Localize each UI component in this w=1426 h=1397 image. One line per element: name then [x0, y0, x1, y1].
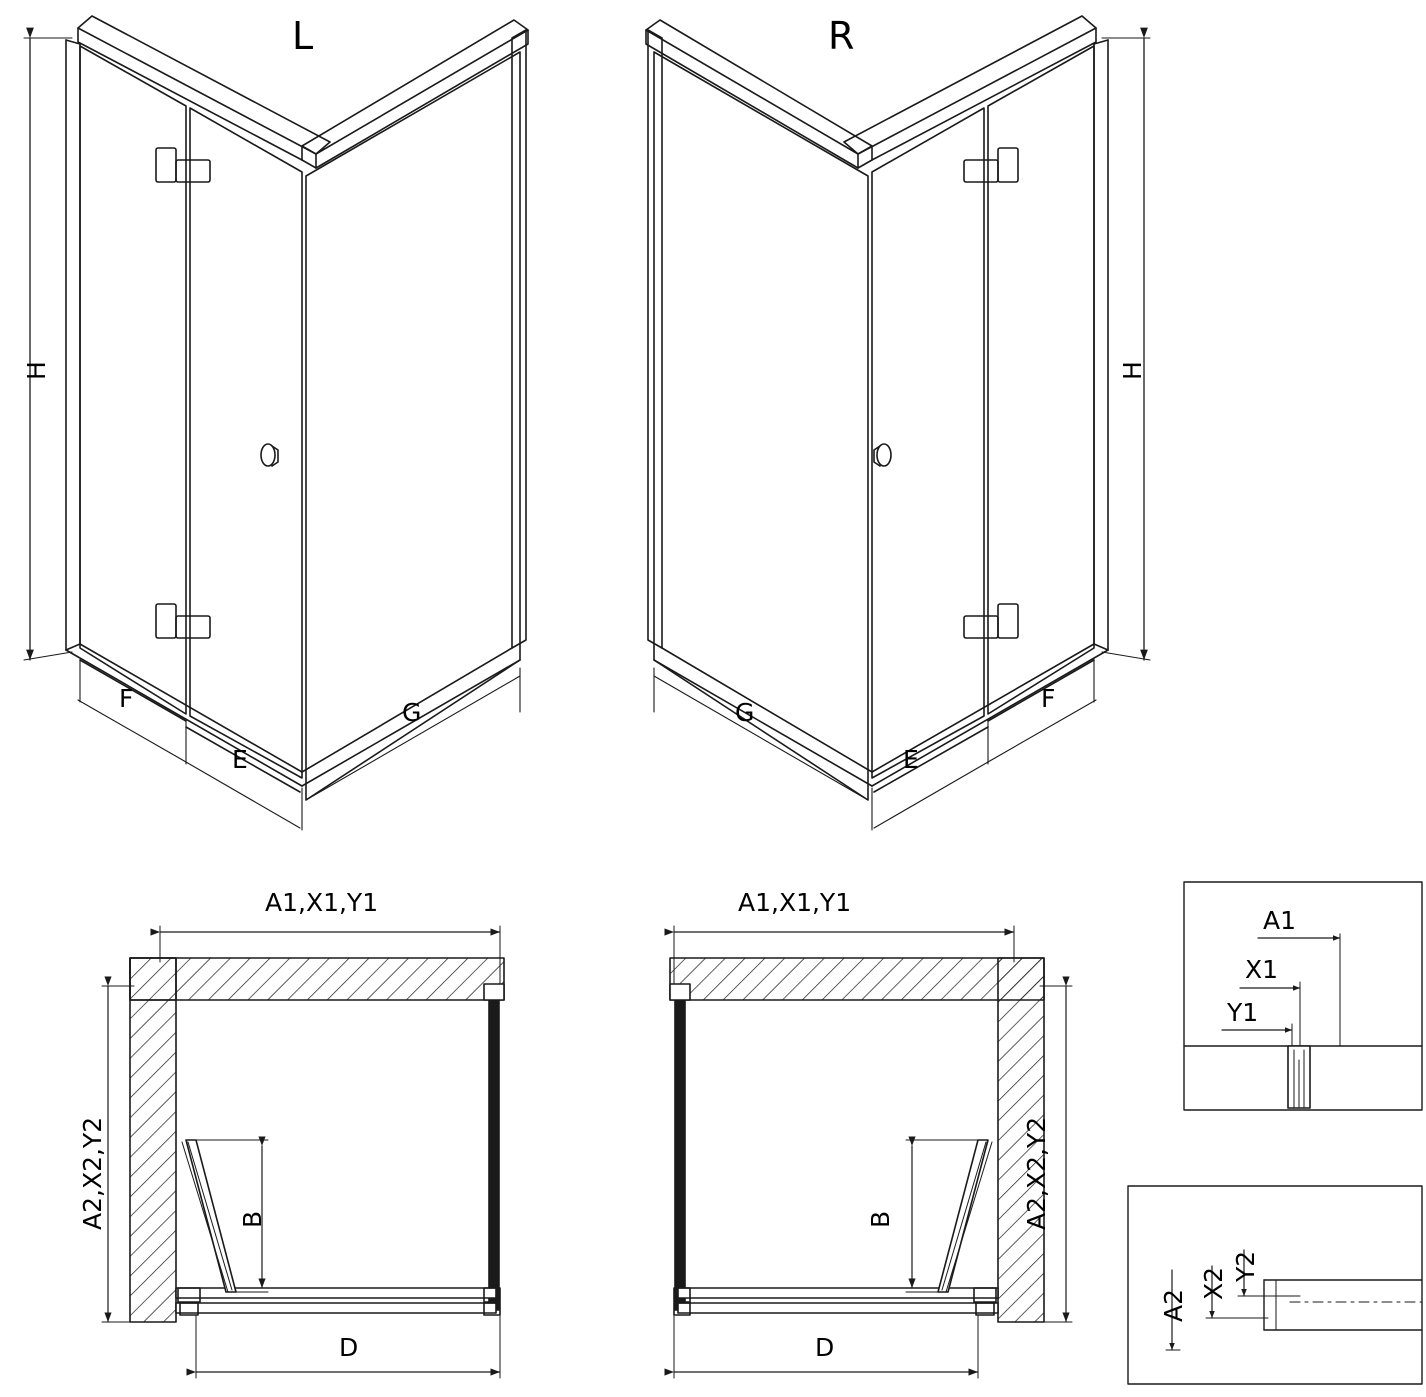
detail-top-a1-label: A1: [1263, 906, 1297, 935]
iso-left-g-label: G: [402, 698, 422, 727]
iso-right-g-label: G: [735, 698, 755, 727]
iso-left-f-label: F: [119, 684, 134, 713]
detail-view-bottom: [1128, 1186, 1422, 1384]
plan-left-top-dim-label: A1,X1,Y1: [265, 888, 379, 917]
detail-bottom-y2-label: Y2: [1231, 1250, 1260, 1282]
detail-bottom-x2-label: X2: [1199, 1266, 1228, 1300]
iso-left-height-label: H: [22, 361, 51, 380]
iso-left-e-label: E: [232, 745, 248, 774]
iso-right-f-label: F: [1041, 684, 1056, 713]
plan-left-side-dim-label: A2,X2,Y2: [78, 1116, 107, 1230]
iso-right-e-label: E: [903, 745, 919, 774]
detail-top-y1-label: Y1: [1227, 998, 1259, 1027]
detail-bottom-a2-label: A2: [1159, 1288, 1188, 1322]
iso-view-right: [646, 16, 1150, 830]
plan-view-right: [670, 926, 1072, 1378]
iso-left-label: L: [292, 14, 314, 58]
plan-right-top-dim-label: A1,X1,Y1: [738, 888, 852, 917]
plan-view-left: [102, 926, 504, 1378]
plan-left-b-label: B: [238, 1210, 267, 1228]
plan-right-d-label: D: [815, 1333, 835, 1362]
detail-view-top: [1184, 882, 1422, 1110]
iso-right-label: R: [828, 14, 855, 58]
detail-top-x1-label: X1: [1245, 955, 1279, 984]
iso-right-height-label: H: [1118, 361, 1147, 380]
plan-right-b-label: B: [866, 1210, 895, 1228]
iso-view-left: [24, 16, 528, 830]
plan-left-d-label: D: [339, 1333, 359, 1362]
plan-right-side-dim-label: A2,X2,Y2: [1022, 1116, 1051, 1230]
